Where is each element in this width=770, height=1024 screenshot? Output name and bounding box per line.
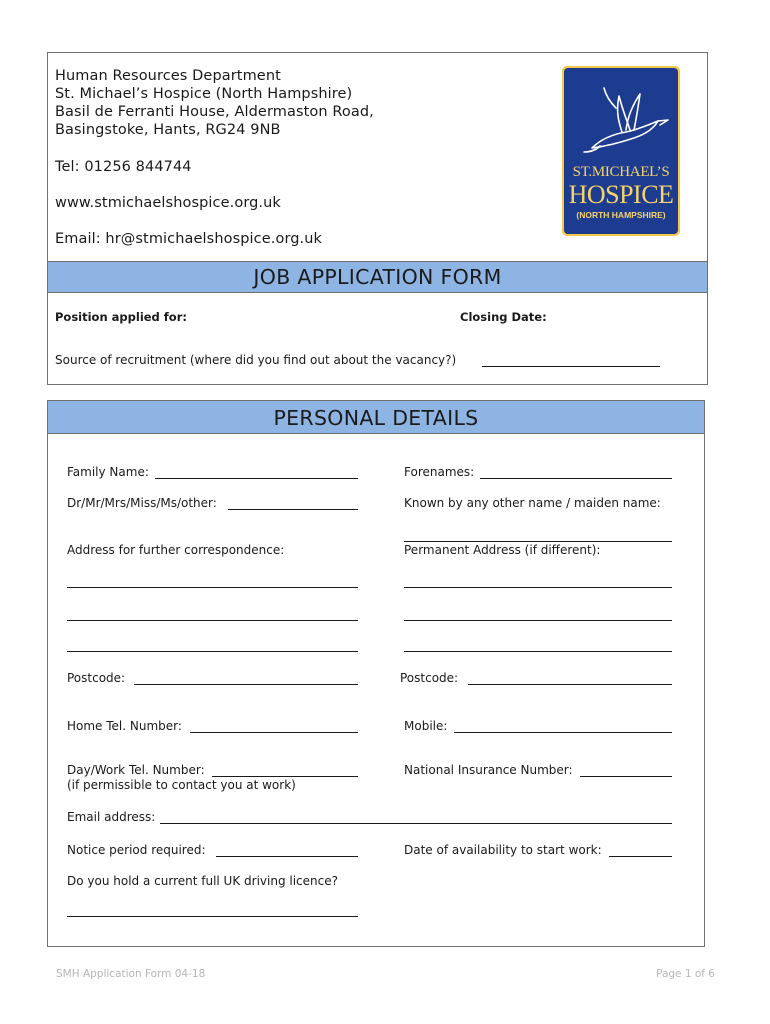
address-field-line-3[interactable] xyxy=(67,651,358,652)
postcode-field[interactable] xyxy=(134,684,358,685)
forenames-label: Forenames: xyxy=(404,465,475,479)
form-title: JOB APPLICATION FORM xyxy=(48,261,707,293)
availability-label: Date of availability to start work: xyxy=(404,843,602,857)
permanent-address-label: Permanent Address (if different): xyxy=(404,543,601,557)
address-line-3: Basil de Ferranti House, Aldermaston Road, xyxy=(55,104,374,120)
email-address-label: Email address: xyxy=(67,810,156,824)
source-recruitment-label: Source of recruitment (where did you find out about the vacancy?) xyxy=(55,353,457,367)
address-field-line-2[interactable] xyxy=(67,620,358,621)
website-link[interactable]: www.stmichaelshospice.org.uk xyxy=(55,195,281,211)
permanent-postcode-field[interactable] xyxy=(468,684,672,685)
family-name-field[interactable] xyxy=(155,478,358,479)
footer-page-number: Page 1 of 6 xyxy=(656,968,715,980)
work-tel-note: (if permissible to contact you at work) xyxy=(67,778,296,792)
driving-licence-label: Do you hold a current full UK driving licence? xyxy=(67,874,338,888)
mobile-label: Mobile: xyxy=(404,719,448,733)
personal-details-title: PERSONAL DETAILS xyxy=(48,400,704,434)
mobile-field[interactable] xyxy=(454,732,672,733)
family-name-label: Family Name: xyxy=(67,465,149,479)
title-label: Dr/Mr/Mrs/Miss/Ms/other: xyxy=(67,496,217,510)
tel-number: Tel: 01256 844744 xyxy=(55,159,192,175)
permanent-address-field-line-2[interactable] xyxy=(404,620,672,621)
notice-period-label: Notice period required: xyxy=(67,843,206,857)
email-link[interactable]: Email: hr@stmichaelshospice.org.uk xyxy=(55,231,323,247)
work-tel-field[interactable] xyxy=(212,776,358,777)
permanent-postcode-label: Postcode: xyxy=(400,671,459,685)
ni-number-label: National Insurance Number: xyxy=(404,763,573,777)
postcode-label: Postcode: xyxy=(67,671,126,685)
permanent-address-field-line-3[interactable] xyxy=(404,651,672,652)
driving-licence-field[interactable] xyxy=(67,916,358,917)
address-line-2: St. Michael’s Hospice (North Hampshire) xyxy=(55,86,353,102)
logo-text-line3: (NORTH HAMPSHIRE) xyxy=(576,210,666,220)
closing-date-label: Closing Date: xyxy=(460,310,547,324)
address-field-line-1[interactable] xyxy=(67,587,358,588)
title-field[interactable] xyxy=(228,509,358,510)
source-recruitment-field[interactable] xyxy=(482,366,660,367)
email-address-field[interactable] xyxy=(160,823,672,824)
availability-field[interactable] xyxy=(609,856,672,857)
home-tel-field[interactable] xyxy=(190,732,358,733)
work-tel-label: Day/Work Tel. Number: xyxy=(67,763,205,777)
permanent-address-field-line-1[interactable] xyxy=(404,587,672,588)
dove-icon xyxy=(564,68,678,164)
logo-text-line1: ST.MICHAEL’S xyxy=(572,164,670,180)
personal-details-section xyxy=(47,400,705,947)
home-tel-label: Home Tel. Number: xyxy=(67,719,182,733)
position-applied-label: Position applied for: xyxy=(55,310,187,324)
address-line-1: Human Resources Department xyxy=(55,68,281,84)
forenames-field[interactable] xyxy=(480,478,672,479)
footer-form-id: SMH Application Form 04-18 xyxy=(56,968,206,980)
notice-period-field[interactable] xyxy=(216,856,358,857)
address-label: Address for further correspondence: xyxy=(67,543,285,557)
ni-number-field[interactable] xyxy=(580,776,672,777)
logo-text-line2: HOSPICE xyxy=(568,180,674,209)
address-line-4: Basingstoke, Hants, RG24 9NB xyxy=(55,122,281,138)
other-name-field[interactable] xyxy=(404,541,672,542)
other-name-label: Known by any other name / maiden name: xyxy=(404,496,661,510)
hospice-logo xyxy=(562,66,680,236)
